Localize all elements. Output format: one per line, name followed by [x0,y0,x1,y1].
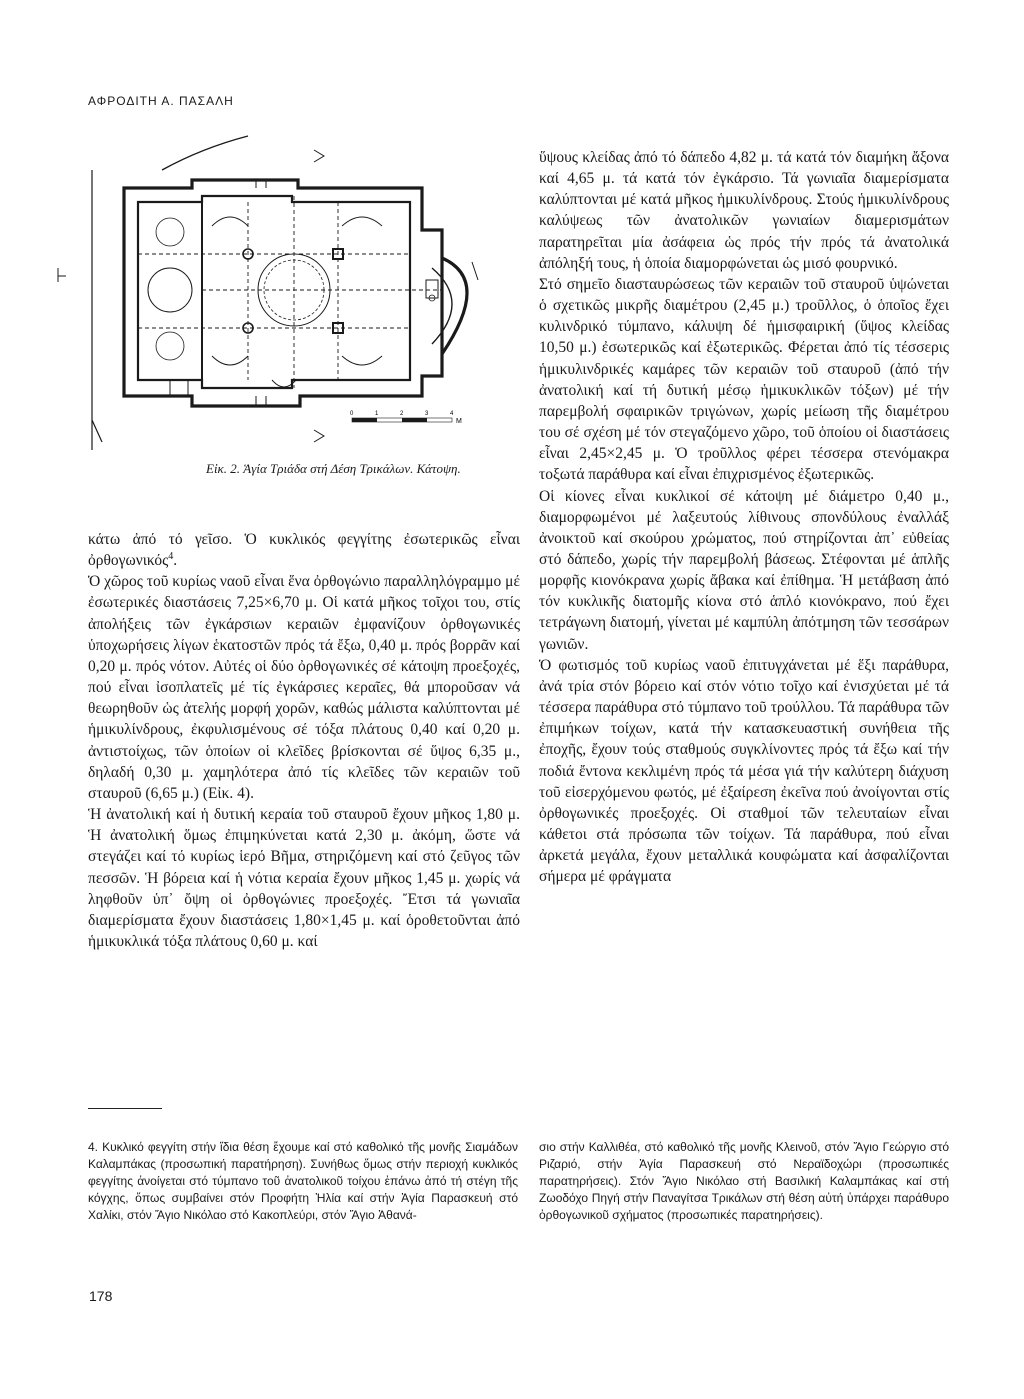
scale-unit: M [456,418,462,425]
footnote-ref[interactable]: 4 [168,551,174,562]
right-paragraph-4: Ὁ φωτισμός τοῦ κυρίως ναοῦ ἐπιτυγχάνεται μέ ἕξι παράθυρα, ἀνά τρία στόν βόρειο καί στόν νότιο τοῖχο καί ἐνισχύεται μέ τά τέσσερα παράθυρα στό τύμπανο τοῦ τρούλλου. Τά παράθυρα τῶν ἐπιμήκων τοίχων, κατά τήν κατασκευαστική συνήθεια τῆς ἐποχῆς, ἔχουν τούς σταθμούς συγκλίνοντες πρός τά ἔξω καί τήν ποδιά ἔντονα κεκλιμένη πρός τά μέσα γιά τήν καλύτερη διάχυση τοῦ εἰσερχόμενου φωτός, μέ ἐξαίρεση ἐκεῖνα πού ἀνοίγονται στίς ὀρθογωνικές προεξοχές. Οἱ σταθμοί τῶν τελευταίων εἶναι κάθετοι στά πρόσωπα τῶν τοίχων. Τά παράθυρα, πού εἶναι ἀρκετά μεγάλα, ἔχουν μεταλλικά κουφώματα καί ἀσφαλίζονται σήμερα μέ φράγματα [539,656,949,886]
page-number: 178 [89,1288,113,1304]
left-column [88,529,520,952]
left-paragraph-1: κάτω ἀπό τό γεῖσο. Ὁ κυκλικός φεγγίτης ἐσωτερικῶς εἶναι ὀρθογωνικός$^4$. [88,531,520,570]
scale-tick-3: 3 [425,411,429,417]
scale-bar [352,418,452,422]
running-head: ΑΦΡΟΔΙΤΗ Α. ΠΑΣΑΛΗ [88,94,234,108]
scale-tick-4: 4 [450,411,454,417]
right-paragraph-2: Στό σημεῖο διασταυρώσεως τῶν κεραιῶν τοῦ σταυροῦ ὑψώνεται ὁ σχετικῶς μικρῆς διαμέτρου (2,45 μ.) τροῦλλος, ὁ ὁποῖος ἔχει κυλινδρικό τύμπανο, κάλυψη δέ ἡμισφαιρική (ὕψος κλείδας 10,50 μ.) ἐσωτερικῶς καί ἐξωτερικῶς. Φέρεται ἀπό τίς τέσσερις ἡμικυλινδρικές καμάρες τῶν κεραιῶν τοῦ σταυροῦ (ἀπό τήν ἀνατολική καί τή δυτική μέσῳ ἡμικυκλικῶν τόξων) μέ τήν παρεμβολή σφαιρικῶν τριγώνων, χωρίς μείωση τῆς διαμέτρου του σέ σχέση μέ τόν στεγαζόμενο χῶρο, τοῦ ὁποίου οἱ διαστάσεις εἶναι 2,45×2,45 μ. Ὁ τροῦλλος φέρει τέσσερα στενόμακρα τοξωτά παράθυρα καί εἶναι ἐπιχρισμένος ἐξωτερικῶς. [539,275,949,484]
right-paragraph-3: Οἱ κίονες εἶναι κυκλικοί σέ κάτοψη μέ διάμετρο 0,40 μ., διαμορφωμένοι μέ λαξευτούς λίθινους σπονδύλους ἐναλλάξ ἀνοικτοῦ καί σκούρου χρώματος, πού στηρίζονται ἀπ᾽ εὐθείας στό δάπεδο, χωρίς τήν παρεμβολή βάσεως. Στέφονται μέ ἁπλῆς μορφῆς κιονόκρανα χωρίς ἄβακα καί ἐπίθημα. Ἡ μετάβαση ἀπό τόν κυκλικῆς διατομῆς κίονα στό ἁπλό κιονόκρανο, πού ἔχει τετράγωνη διατομή, γίνεται μέ καμπύλη ἀπότμηση τῶν τεσσάρων γωνιῶν. [539,487,949,653]
floor-plan-figure [52,130,500,452]
right-paragraph-1: ὕψους κλείδας ἀπό τό δάπεδο 4,82 μ. τά κατά τόν διαμήκη ἄξονα καί 4,65 μ. τά κατά τόν ἐγκάρσιο. Τά γωνιαῖα διαμερίσματα καλύπτονται μέ κατά μῆκος ἡμικυλίνδρους. Στούς ἡμικυλίνδρους καλύψεως τῶν ἀνατολικῶν γωνιαίων διαμερισμάτων παρατηρεῖται μία ἀσάφεια ὡς πρός τήν πρός τά ἀνατολικά ἀπόληξή τους, ἡ ὁποία διαμορφώνεται ὡς μισό φουρνικό. [539,149,949,272]
right-column [539,147,949,887]
scale-tick-1: 1 [375,411,379,417]
left-paragraph-3: Ἡ ἀνατολική καί ἡ δυτική κεραία τοῦ σταυροῦ ἔχουν μῆκος 1,80 μ. Ἡ ἀνατολική ὅμως ἐπιμηκύνεται κατά 2,30 μ. ἀκόμη, ὥστε νά στεγάζει καί τό κυρίως ἱερό Βῆμα, στηριζόμενη καί στό ζεῦγος τῶν πεσσῶν. Ἡ βόρεια καί ἡ νότια κεραία ἔχουν μῆκος 1,45 μ. χωρίς νά ληφθοῦν ὑπ᾽ ὄψη οἱ ὀρθογώνιες προεξοχές. Ἔτσι τά γωνιαῖα διαμερίσματα ἔχουν διαστάσεις 1,80×1,45 μ. καί ὁροθετοῦνται ἀπό ἡμικυκλικά τόξα πλάτους 0,60 μ. καί [88,806,520,950]
footnote-left: 4. Κυκλικό φεγγίτη στήν ἴδια θέση ἔχουμε καί στό καθολικό τῆς μονῆς Σιαμάδων Καλαμπάκας (προσωπική παρατήρηση). Συνήθως ὅμως στήν περιοχή κυκλικός φεγγίτης ἀνοίγεται στό τύμπανο τοῦ ἀνατολικοῦ τοίχου ἐπάνω ἀπό τή στέγη τῆς κόγχης, ὅπως συμβαίνει στόν Προφήτη Ἠλία καί στήν Ἁγία Παρασκευή στό Χαλίκι, στόν Ἅγιο Νικόλαο στό Κακοπλεύρι, στόν Ἅγιο Ἀθανά- [88,1140,518,1222]
footnote-rule [88,1108,162,1109]
footnote-right: σιο στήν Καλλιθέα, στό καθολικό τῆς μονῆς Κλεινοῦ, στόν Ἅγιο Γεώργιο στό Ριζαριό, στήν Ἁγία Παρασκευή στό Νεραϊδοχώρι (προσωπικές παρατηρήσεις). Στόν Ἅγιο Νικόλαο στή Βασιλική Καλαμπάκας καί στή Ζωοδόχο Πηγή στήν Παναγίτσα Τρικάλων στή θέση αὐτή ὑπάρχει παράθυρο ὀρθογωνικοῦ σχήματος (προσωπικές παρατηρήσεις). [539,1140,949,1222]
figure-caption: Εἰκ. 2. Ἁγία Τριάδα στή Δέση Τρικάλων. Κάτοψη. [206,461,461,476]
left-paragraph-2: Ὁ χῶρος τοῦ κυρίως ναοῦ εἶναι ἕνα ὀρθογώνιο παραλληλόγραμμο μέ ἐσωτερικές διαστάσεις 7,25×6,70 μ. Οἱ κατά μῆκος τοῖχοι του, στίς ἀπολήξεις τῶν ἐγκάρσιων κεραιῶν ἐμφανίζουν ὀρθογωνικές ὑποχωρήσεις λίγων ἑκατοστῶν πρός τά ἔξω, 0,40 μ. πρός βορρᾶν καί 0,20 μ. πρός νότον. Αὐτές οἱ δύο ὀρθογωνικές σέ κάτοψη προεξοχές, πού εἶναι ἰσοπλατεῖς μέ τίς ἐγκάρσιες κεραῖες, θά μποροῦσαν νά θεωρηθοῦν ὡς ἀτελής μορφή χορῶν, καθώς μάλιστα καλύπτονται μέ ἡμικυλίνδρους, ἐκφυλισμένους σέ τόξα πλάτους 0,40 καί 0,20 μ. ἀντιστοίχως, τῶν ὁποίων οἱ κλεῖδες βρίσκονται σέ ὕψος 6,35 μ., δηλαδή 0,30 μ. χαμηλότερα ἀπό τίς κλεῖδες τῶν κεραιῶν τοῦ σταυροῦ (6,65 μ.) (Εἰκ. 4). [88,573,520,802]
scale-tick-2: 2 [400,411,404,417]
scale-tick-0: 0 [350,411,354,417]
